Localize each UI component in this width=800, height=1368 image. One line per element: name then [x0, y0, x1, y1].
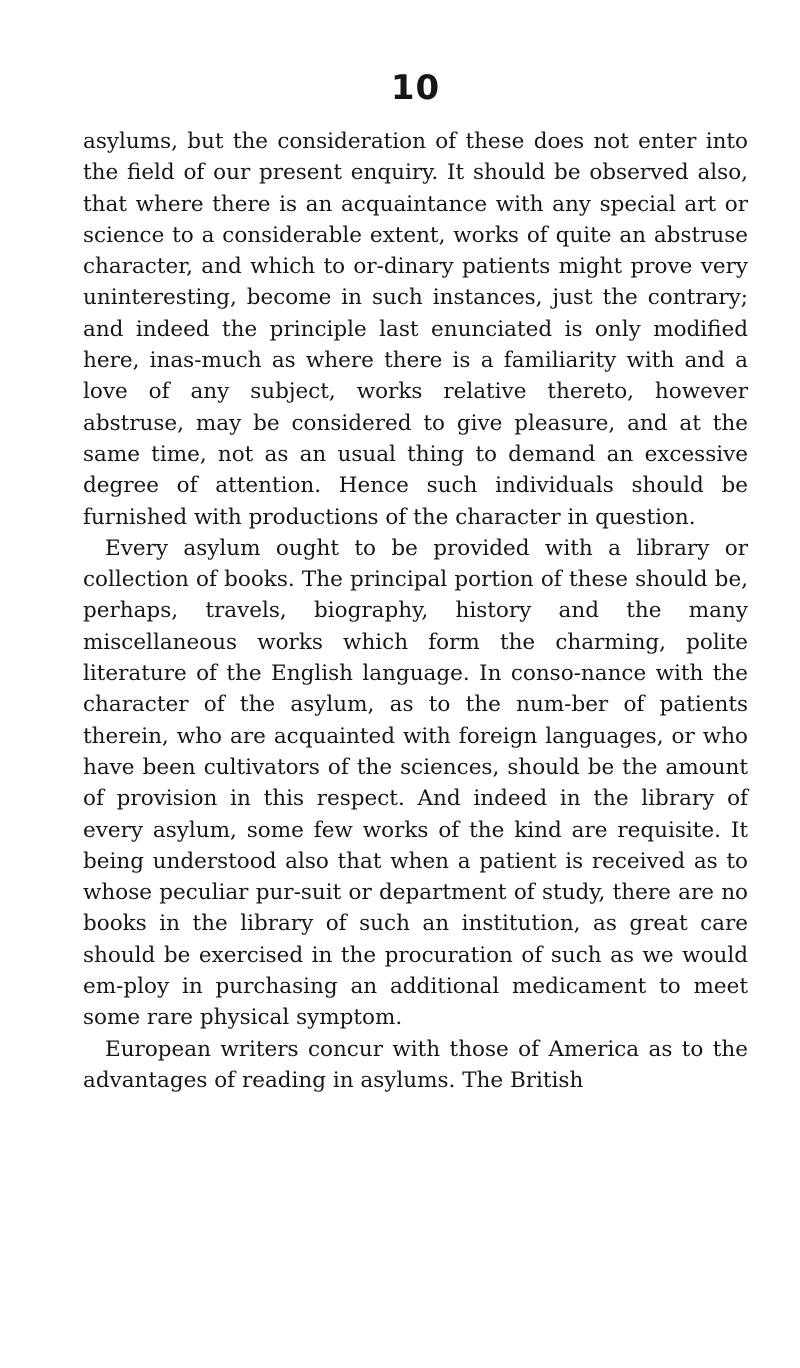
paragraph-asylum-library: Every asylum ought to be provided with a library or collection of books. The principal portion of these should be, perhaps, travels, biography, history and the many miscellaneous works which form the charming, polite literature of the English language. In conso-nance with the character of the asylum, as to the num-ber of patients therein, who are acquainted with foreign languages, or who have been cultivators of the sciences, should be the amount of provision in this respect. And indeed in the library of every asylum, some few works of the kind are requisite. It being understood also that when a patient is received as to whose peculiar pur-suit or department of study, there are no books in the library of such an institution, as great care should be exercised in the procuration of such as we would em-ploy in purchasing an additional medicament to meet some rare physical symptom. [83, 535, 748, 1031]
paragraph-reading-in-asylums: asylums, but the consideration of these does not enter into the field of our present enquiry. It should be observed also, that where there is an acquaintance with any special art or science to a considerable extent, works of quite an abstruse character, and which to or-dinary patients might prove very uninteresting, become in such instances, just the contrary; and indeed the principle last enunciated is only modified here, inas-much as where there is a familiarity with and a love of any subject, works relative thereto, however abstruse, may be considered to give pleasure, and at the same time, not as an usual thing to demand an excessive degree of attention. Hence such individuals should be furnished with productions of the character in question. [83, 129, 748, 530]
page-number: 10 [390, 68, 441, 108]
body-text [83, 126, 748, 1096]
paragraph-european-writers: European writers concur with those of America as to the advantages of reading in asylums. The British [83, 1036, 748, 1093]
